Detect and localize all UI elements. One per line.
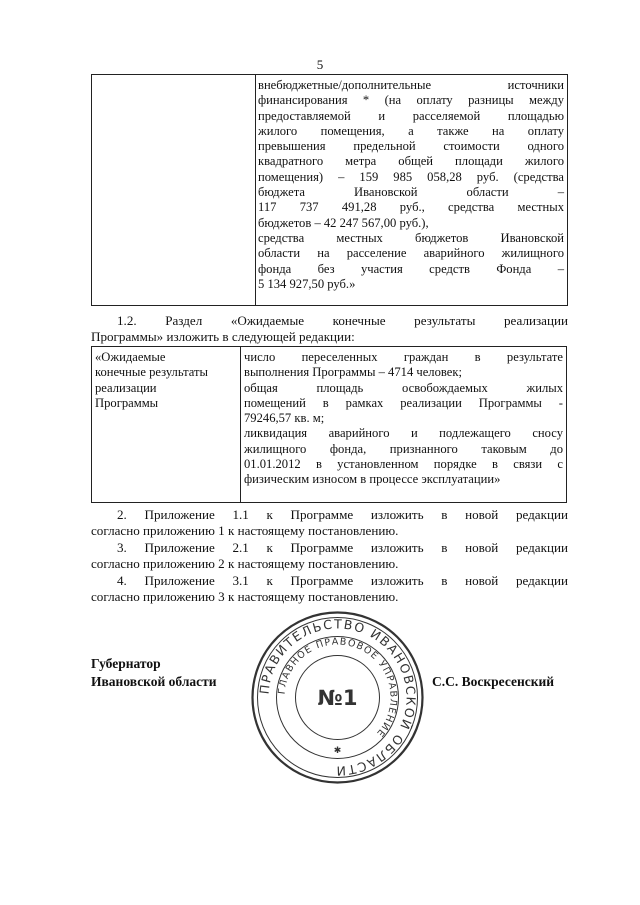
stamp-inner-text: ГЛАВНОЕ ПРАВОВОЕ УПРАВЛЕНИЕ [276,636,399,740]
paragraph-line: 2. Приложение 1.1 к Программе изложить в новой редакции [117,507,568,522]
paragraph-4 [91,573,568,605]
stamp-outer-text: ПРАВИТЕЛЬСТВО ИВАНОВСКОЙ ОБЛАСТИ [256,616,419,779]
expected-results-label [95,350,237,411]
table-line: 117 737 491,28 руб., средства местных [258,200,564,215]
stamp-star-icon: ✱ [333,746,342,756]
table-line: финансирования * (на оплату разницы между [258,93,564,108]
table-line: средства местных бюджетов Ивановской [258,230,564,245]
label-line: Программы [95,395,159,410]
label-line: реализации [95,380,157,395]
signatory-title [91,655,217,691]
table-line: помещения) – 159 985 058,28 руб. (средства [258,169,564,184]
value-line: ликвидация аварийного и подлежащего сносу [244,426,563,441]
table-line: превышения предельной стоимости одного [258,139,564,154]
table-line: бюджета Ивановской области – [258,185,564,200]
official-stamp [250,610,425,785]
signatory-title-line: Ивановской области [91,674,217,689]
expected-results-table [91,346,567,503]
paragraph-line: согласно приложению 2 к настоящему постановлению. [91,556,399,571]
table-line: квадратного метра общей площади жилого [258,154,564,169]
label-line: конечные результаты [95,365,208,380]
paragraph-line: согласно приложению 3 к настоящему постановлению. [91,589,399,604]
table-line: жилого помещения, а также на оплату [258,123,564,138]
expected-results-value [244,350,563,488]
table-line: внебюджетные/дополнительные источники [258,78,564,92]
value-line: 79246,57 кв. м; [244,411,325,426]
value-line: физическим износом в процессе эксплуатации» [244,472,501,487]
value-line: число переселенных граждан в результате [244,350,563,364]
value-line: помещений в рамках реализации Программы - [244,395,563,410]
paragraph-2 [91,507,568,539]
page-number: 5 [316,57,324,72]
value-line: общая площадь освобождаемых жилых [244,380,563,395]
signatory-title-line: Губернатор [91,656,161,671]
table-line: 5 134 927,50 руб.» [258,276,356,291]
table-line: предоставляемой и расселяемой площадью [258,108,564,123]
table-column-divider [240,347,241,502]
value-line: выполнения Программы – 4714 человек; [244,365,462,380]
value-line: жилищного фонда, признанного таковым до [244,441,563,456]
section-line: 1.2. Раздел «Ожидаемые конечные результаты реализации [117,313,568,328]
label-line: «Ожидаемые [95,350,166,364]
stamp-number: №1 [317,686,358,710]
paragraph-3 [91,540,568,572]
paragraph-line: 3. Приложение 2.1 к Программе изложить в новой редакции [117,540,568,555]
table-column-divider [255,75,256,305]
paragraph-line: согласно приложению 1 к настоящему постановлению. [91,523,399,538]
table-line: бюджетов – 42 247 567,00 руб.), [258,215,429,230]
section-1-2 [91,313,568,345]
budget-table-fragment [91,74,568,306]
signatory-name: С.С. Воскресенский [432,674,555,689]
paragraph-line: 4. Приложение 3.1 к Программе изложить в новой редакции [117,573,568,588]
table-line: фонда без участия средств Фонда – [258,261,564,276]
financing-sources-cell [258,78,564,292]
table-line: области на расселение аварийного жилищного [258,246,564,261]
value-line: 01.01.2012 в установленном порядке в связи с [244,457,563,472]
section-line: Программы» изложить в следующей редакции: [91,329,355,344]
